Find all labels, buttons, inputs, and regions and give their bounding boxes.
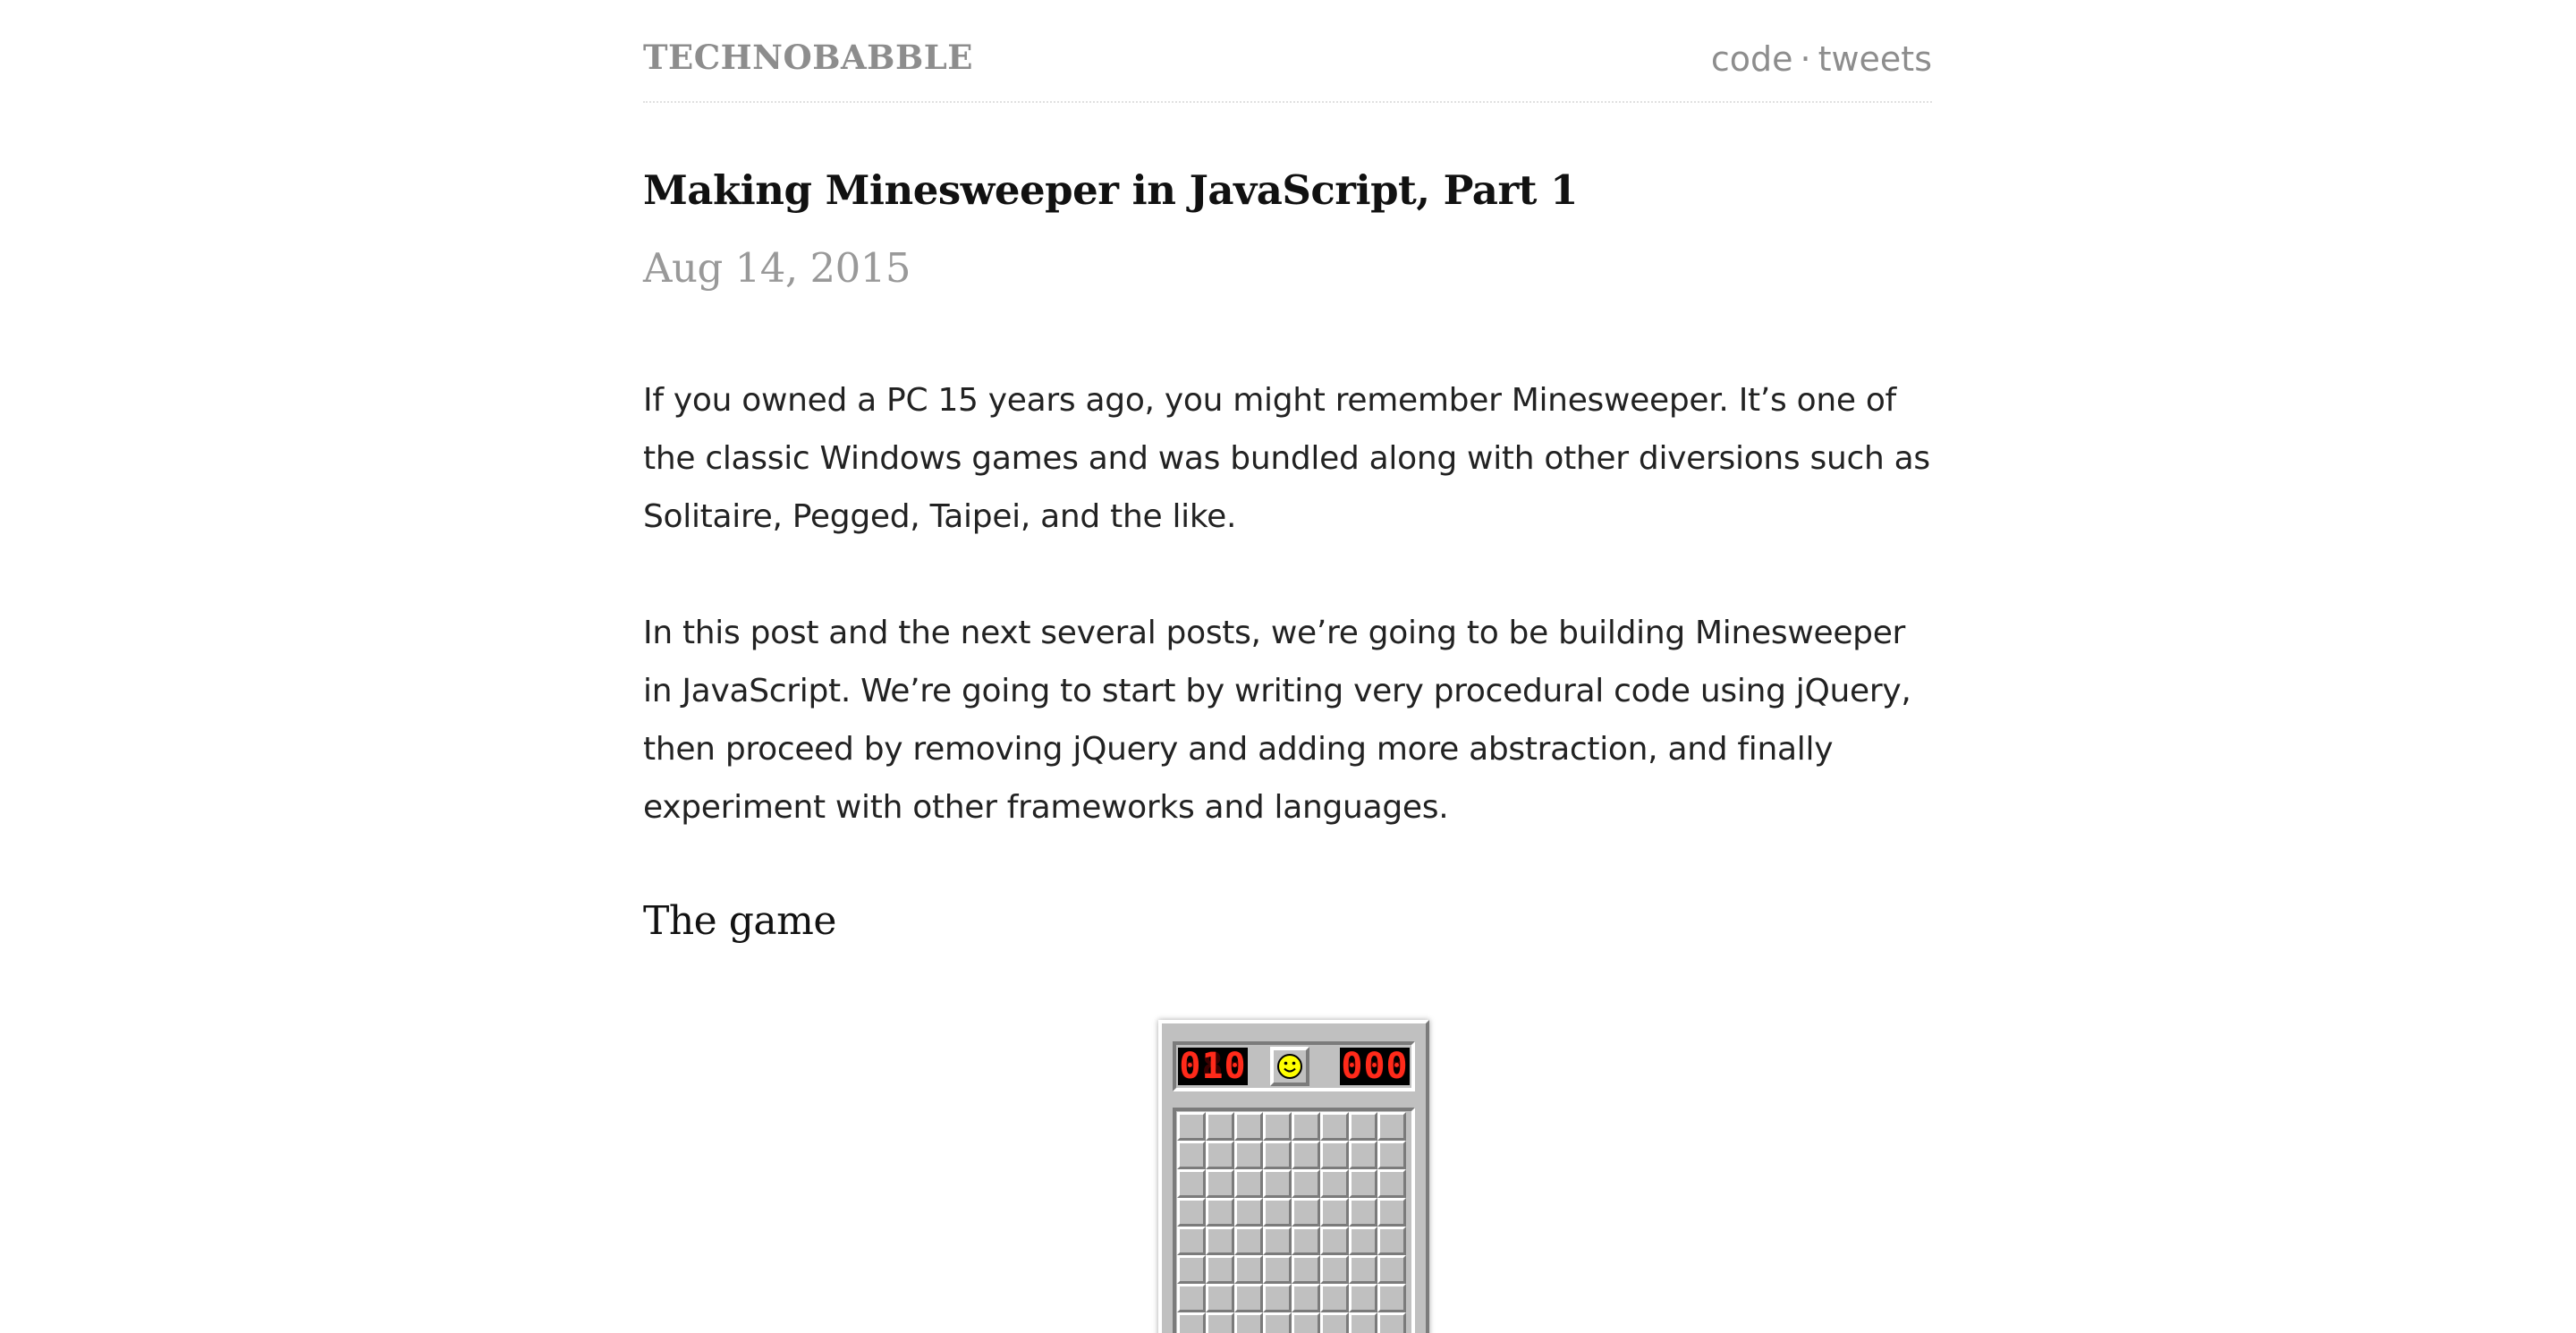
minesweeper-status-bar (1173, 1041, 1415, 1091)
minesweeper-cell[interactable] (1377, 1284, 1406, 1312)
minesweeper-cell[interactable] (1177, 1227, 1206, 1255)
page (643, 0, 1932, 944)
minesweeper-cell[interactable] (1263, 1169, 1292, 1198)
post-paragraph-1: If you owned a PC 15 years ago, you might remember Minesweeper. It’s one of the classic Windows games and was bundled along with other diversions such as Solitaire, Pegged, Taipei, and the like. (643, 382, 1930, 535)
minesweeper-cell[interactable] (1377, 1227, 1406, 1255)
minesweeper-cell[interactable] (1234, 1141, 1263, 1169)
timer-value: 000 (1341, 1048, 1409, 1085)
minesweeper-cell[interactable] (1349, 1112, 1377, 1141)
minesweeper-cell[interactable] (1292, 1141, 1320, 1169)
minesweeper-cell[interactable] (1177, 1284, 1206, 1312)
nav-code-link[interactable]: code (1710, 39, 1793, 79)
minesweeper-cell[interactable] (1234, 1284, 1263, 1312)
minesweeper-cell[interactable] (1377, 1255, 1406, 1284)
minesweeper-cell[interactable] (1320, 1312, 1349, 1333)
minesweeper-cell[interactable] (1263, 1284, 1292, 1312)
minesweeper-cell[interactable] (1320, 1198, 1349, 1227)
minesweeper-cell[interactable] (1349, 1198, 1377, 1227)
minesweeper-cell[interactable] (1234, 1255, 1263, 1284)
minesweeper-cell[interactable] (1377, 1169, 1406, 1198)
timer (1340, 1048, 1410, 1085)
minesweeper-cell[interactable] (1349, 1312, 1377, 1333)
minesweeper-cell[interactable] (1349, 1284, 1377, 1312)
minesweeper-cell[interactable] (1206, 1284, 1234, 1312)
minesweeper-cell[interactable] (1206, 1112, 1234, 1141)
minesweeper-cell[interactable] (1377, 1141, 1406, 1169)
minesweeper-cell[interactable] (1377, 1312, 1406, 1333)
minesweeper-cell[interactable] (1292, 1312, 1320, 1333)
minesweeper-cell[interactable] (1320, 1169, 1349, 1198)
section-heading: The game (643, 898, 836, 944)
minesweeper-cell[interactable] (1206, 1227, 1234, 1255)
smiley-face-icon (1276, 1053, 1303, 1080)
reset-button[interactable] (1270, 1047, 1309, 1086)
minesweeper-cell[interactable] (1234, 1227, 1263, 1255)
minesweeper-cell[interactable] (1263, 1255, 1292, 1284)
minesweeper-cell[interactable] (1263, 1141, 1292, 1169)
minesweeper-cell[interactable] (1234, 1169, 1263, 1198)
post-date: Aug 14, 2015 (643, 244, 911, 292)
minesweeper-cell[interactable] (1263, 1112, 1292, 1141)
nav-separator: · (1800, 39, 1811, 79)
minesweeper-cell[interactable] (1234, 1198, 1263, 1227)
minesweeper-cell[interactable] (1263, 1198, 1292, 1227)
mine-counter (1178, 1048, 1248, 1085)
minesweeper-cell[interactable] (1206, 1141, 1234, 1169)
minesweeper-cell[interactable] (1292, 1112, 1320, 1141)
site-header (643, 0, 1932, 103)
mine-counter-value: 010 (1179, 1048, 1247, 1085)
minesweeper-cell[interactable] (1292, 1227, 1320, 1255)
minesweeper-cell[interactable] (1206, 1169, 1234, 1198)
post-paragraph-2: In this post and the next several posts, we’re going to be building Minesweeper in JavaScript. We’re going to start by writing very procedural code using jQuery, then proceed by removing jQuery and adding more abstraction, and finally experiment with other frameworks and languages. (643, 615, 1911, 826)
post-title: Making Minesweeper in JavaScript, Part 1 (643, 166, 1578, 214)
minesweeper-cell[interactable] (1206, 1198, 1234, 1227)
minesweeper-cell[interactable] (1377, 1112, 1406, 1141)
minesweeper-cell[interactable] (1234, 1312, 1263, 1333)
minesweeper-cell[interactable] (1292, 1169, 1320, 1198)
minesweeper-cell[interactable] (1377, 1198, 1406, 1227)
minesweeper-cell[interactable] (1177, 1112, 1206, 1141)
minesweeper-cell[interactable] (1320, 1112, 1349, 1141)
minesweeper-cell[interactable] (1349, 1255, 1377, 1284)
minesweeper-cell[interactable] (1177, 1312, 1206, 1333)
minesweeper-cell[interactable] (1177, 1141, 1206, 1169)
minesweeper-cell[interactable] (1292, 1198, 1320, 1227)
minesweeper-cell[interactable] (1320, 1284, 1349, 1312)
minesweeper-cell[interactable] (1177, 1198, 1206, 1227)
minesweeper-board (1173, 1108, 1415, 1333)
minesweeper-cell[interactable] (1320, 1141, 1349, 1169)
site-nav (1711, 39, 1932, 79)
site-brand-link[interactable]: TECHNOBABBLE (643, 38, 973, 77)
minesweeper-cell[interactable] (1292, 1255, 1320, 1284)
minesweeper-cell[interactable] (1177, 1255, 1206, 1284)
minesweeper-cell[interactable] (1320, 1227, 1349, 1255)
minesweeper-cell[interactable] (1206, 1255, 1234, 1284)
minesweeper-cell[interactable] (1349, 1169, 1377, 1198)
minesweeper-cell[interactable] (1234, 1112, 1263, 1141)
minesweeper-cell[interactable] (1349, 1141, 1377, 1169)
minesweeper-cell[interactable] (1320, 1255, 1349, 1284)
minesweeper-cell[interactable] (1263, 1227, 1292, 1255)
minesweeper-game (1158, 1020, 1429, 1333)
minesweeper-cell[interactable] (1263, 1312, 1292, 1333)
minesweeper-cell[interactable] (1292, 1284, 1320, 1312)
minesweeper-cell[interactable] (1349, 1227, 1377, 1255)
minesweeper-cell[interactable] (1177, 1169, 1206, 1198)
nav-tweets-link[interactable]: tweets (1818, 39, 1932, 79)
minesweeper-cell[interactable] (1206, 1312, 1234, 1333)
